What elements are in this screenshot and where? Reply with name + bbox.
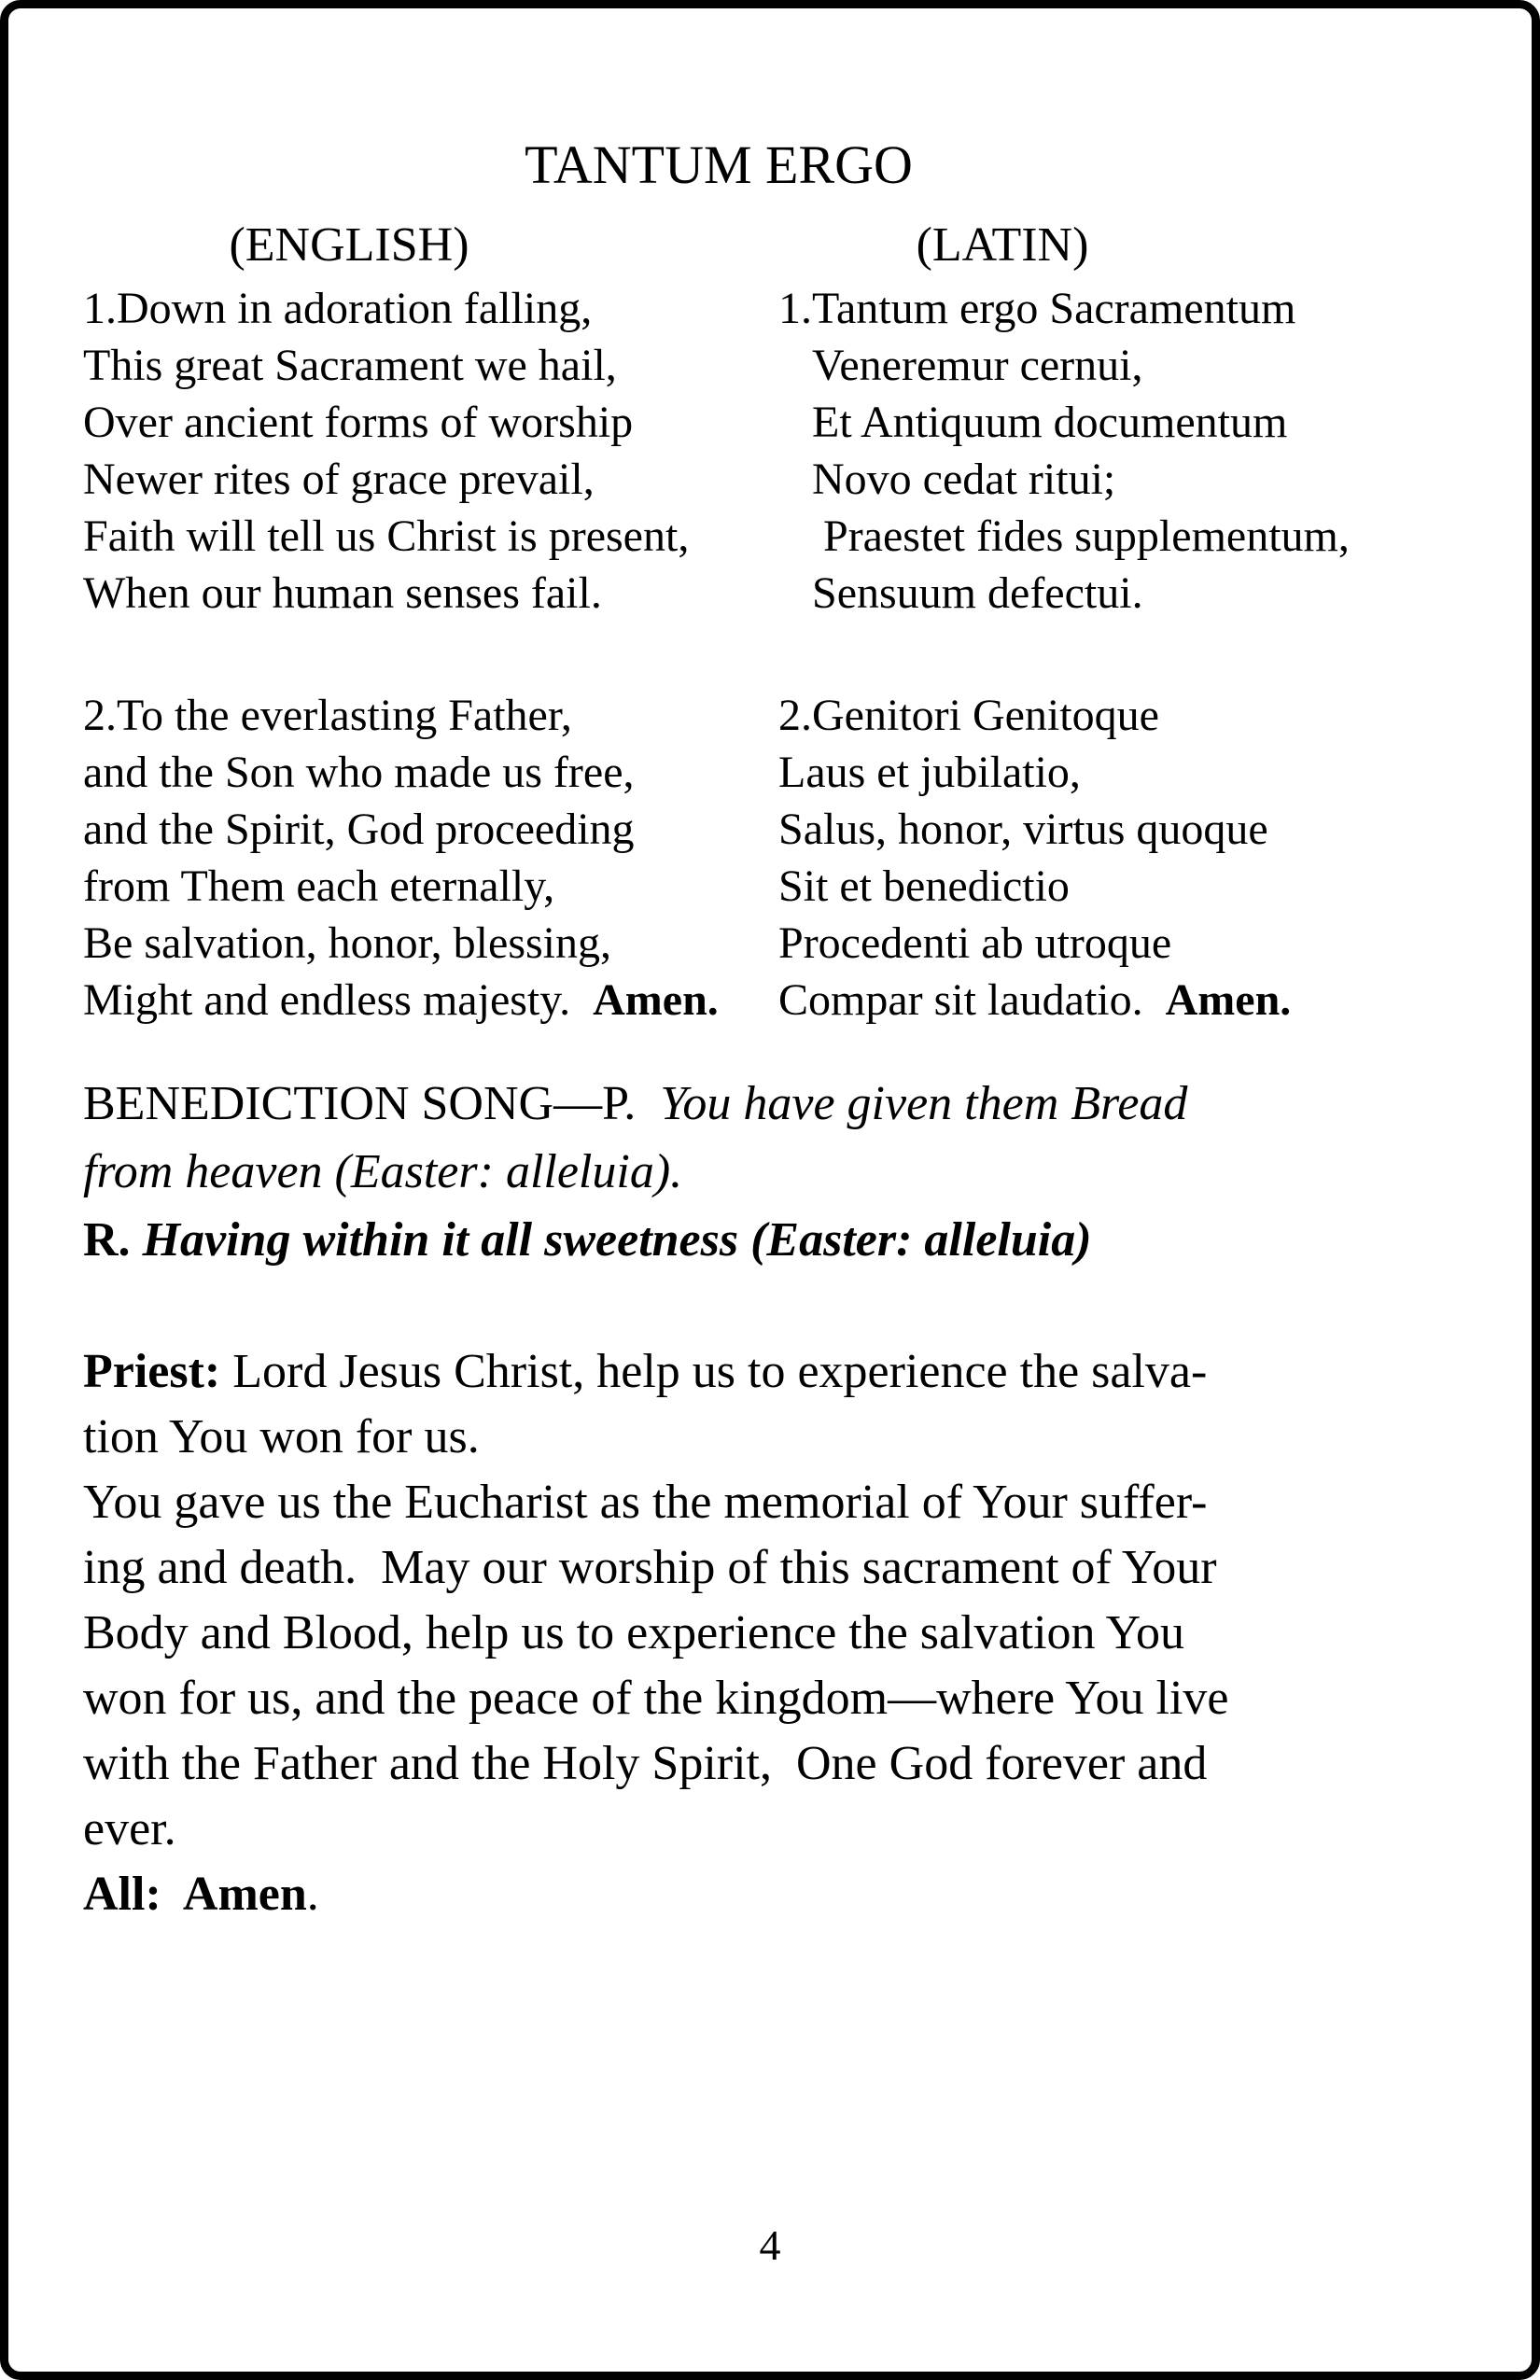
text-line bbox=[778, 858, 1354, 915]
text-line bbox=[83, 1666, 1401, 1731]
text-segment: Procedenti ab utroque bbox=[778, 917, 1172, 968]
text-line bbox=[778, 801, 1354, 858]
text-segment: with the Father and the Holy Spirit, One God forever and bbox=[83, 1736, 1208, 1790]
text-segment: Having within it all sweetness (Easter: alleluia) bbox=[142, 1212, 1092, 1267]
text-line bbox=[83, 1601, 1401, 1666]
priest-prayer-section bbox=[83, 1339, 1401, 1927]
text-segment: 2.Genitori Genitoque bbox=[778, 690, 1159, 740]
text-line bbox=[778, 915, 1354, 972]
english-verse-1 bbox=[83, 280, 778, 622]
text-segment: Salus, honor, virtus quoque bbox=[778, 804, 1268, 854]
text-segment: Amen. bbox=[593, 974, 719, 1025]
text-segment: . bbox=[306, 1867, 319, 1921]
text-segment: Praestet fides supplementum, bbox=[778, 511, 1350, 561]
text-segment: 2.To the everlasting Father, bbox=[83, 690, 572, 740]
text-line bbox=[778, 508, 1354, 565]
text-line bbox=[83, 508, 778, 565]
text-segment: Et Antiquum documentum bbox=[778, 397, 1288, 447]
benediction-song-section bbox=[83, 1070, 1401, 1274]
text-segment: Be salvation, honor, blessing, bbox=[83, 917, 612, 968]
page-number: 4 bbox=[759, 2221, 781, 2269]
text-line bbox=[83, 1070, 1401, 1138]
text-line bbox=[83, 972, 778, 1029]
text-line bbox=[83, 280, 778, 337]
text-segment: ing and death. May our worship of this sacrament of Your bbox=[83, 1540, 1217, 1594]
text-segment: Veneremur cernui, bbox=[778, 340, 1143, 390]
page-title: TANTUM ERGO bbox=[525, 134, 913, 195]
english-column bbox=[83, 211, 778, 1029]
text-segment: ever. bbox=[83, 1801, 176, 1855]
text-segment: Newer rites of grace prevail, bbox=[83, 454, 595, 504]
text-segment: tion You won for us. bbox=[83, 1409, 480, 1463]
text-segment: Amen. bbox=[1165, 974, 1292, 1025]
text-line bbox=[83, 337, 778, 394]
text-line bbox=[778, 972, 1354, 1029]
latin-column bbox=[778, 211, 1354, 1029]
text-segment: and the Spirit, God proceeding bbox=[83, 804, 635, 854]
text-line bbox=[778, 451, 1354, 508]
text-segment: Sensuum defectui. bbox=[778, 567, 1143, 618]
text-line bbox=[83, 1405, 1401, 1470]
text-segment: and the Son who made us free, bbox=[83, 747, 635, 797]
text-line bbox=[778, 565, 1354, 622]
text-line bbox=[83, 1797, 1401, 1862]
text-segment: Lord Jesus Christ, help us to experience the salva- bbox=[220, 1344, 1208, 1398]
text-segment: Over ancient forms of worship bbox=[83, 397, 634, 447]
text-line bbox=[83, 915, 778, 972]
text-segment: Priest: bbox=[83, 1344, 221, 1398]
text-line bbox=[778, 687, 1354, 744]
text-segment: You gave us the Eucharist as the memorial of Your suffer- bbox=[83, 1475, 1208, 1529]
text-segment: from heaven (Easter: alleluia). bbox=[83, 1144, 683, 1198]
text-line bbox=[83, 858, 778, 915]
text-segment: 1.Down in adoration falling, bbox=[83, 283, 593, 333]
text-line bbox=[83, 1138, 1401, 1206]
text-segment: Compar sit laudatio. bbox=[778, 974, 1166, 1025]
text-segment: This great Sacrament we hail, bbox=[83, 340, 617, 390]
text-line bbox=[83, 687, 778, 744]
latin-verse-1 bbox=[778, 280, 1354, 622]
text-line bbox=[778, 394, 1354, 451]
text-line bbox=[83, 394, 778, 451]
hymn-columns bbox=[83, 211, 1354, 1029]
text-segment: BENEDICTION SONG—P. bbox=[83, 1076, 661, 1130]
text-line bbox=[83, 565, 778, 622]
english-verse-2 bbox=[83, 687, 778, 1029]
text-segment: When our human senses fail. bbox=[83, 567, 602, 618]
latin-column-header: (LATIN) bbox=[916, 217, 1089, 272]
text-segment: Sit et benedictio bbox=[778, 861, 1070, 911]
text-segment: Body and Blood, help us to experience the salvation You bbox=[83, 1605, 1184, 1659]
text-line bbox=[83, 744, 778, 801]
text-line bbox=[83, 451, 778, 508]
text-segment: Might and endless majesty. bbox=[83, 974, 594, 1025]
text-segment: won for us, and the peace of the kingdom—where You live bbox=[83, 1671, 1229, 1725]
text-segment: R. bbox=[83, 1212, 143, 1267]
text-segment: All: Amen bbox=[83, 1867, 307, 1921]
text-segment: Laus et jubilatio, bbox=[778, 747, 1081, 797]
text-segment: You have given them Bread bbox=[660, 1076, 1188, 1130]
text-line bbox=[83, 1731, 1401, 1797]
text-segment: from Them each eternally, bbox=[83, 861, 555, 911]
text-segment: Novo cedat ritui; bbox=[778, 454, 1116, 504]
text-line bbox=[83, 1206, 1401, 1274]
text-line bbox=[83, 1862, 1401, 1927]
english-column-header: (ENGLISH) bbox=[229, 217, 469, 272]
text-line bbox=[83, 1339, 1401, 1405]
text-line bbox=[83, 801, 778, 858]
text-line bbox=[778, 337, 1354, 394]
text-line bbox=[778, 744, 1354, 801]
text-segment: Faith will tell us Christ is present, bbox=[83, 511, 690, 561]
text-line bbox=[83, 1535, 1401, 1601]
text-line bbox=[83, 1470, 1401, 1535]
latin-verse-2 bbox=[778, 687, 1354, 1029]
text-segment: 1.Tantum ergo Sacramentum bbox=[778, 283, 1296, 333]
text-line bbox=[778, 280, 1354, 337]
